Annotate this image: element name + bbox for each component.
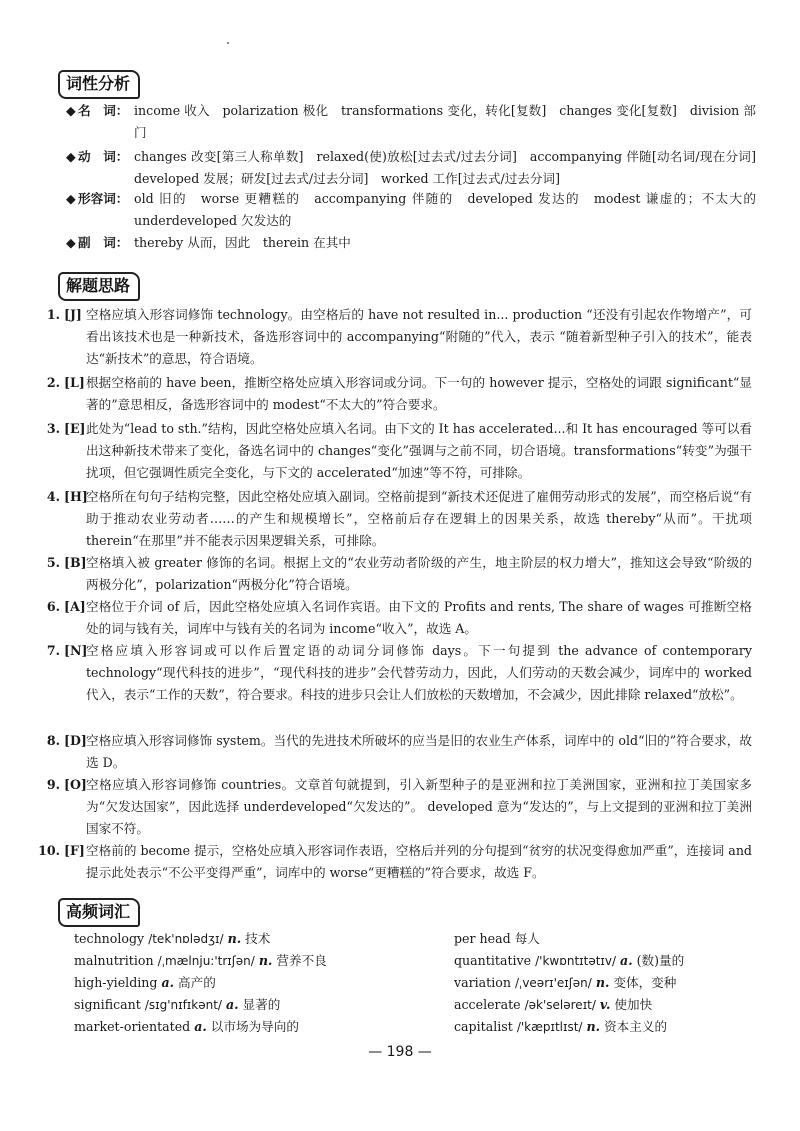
answer-number: 7. [46,643,60,658]
vocab-entry [74,994,280,1016]
answer-item-1 [36,304,752,370]
answer-item-2 [36,372,752,416]
vocab-word: quantitative [454,953,532,968]
vocab-word: variation [454,975,511,990]
answer-item-7 [36,640,752,706]
answer-number: 9. [46,777,60,792]
vocab-entry [74,928,270,950]
answer-item-10 [36,840,752,884]
vocab-entry [74,1016,299,1038]
pos-row-noun [66,100,756,144]
vocab-entry [454,994,652,1016]
answer-number: 3. [46,421,60,436]
answer-item-4 [36,486,752,552]
vocab-meaning: 以市场为导向的 [210,1019,299,1034]
answer-key: [A] [64,599,86,614]
answer-key: [D] [64,733,87,748]
answer-item-8 [36,730,752,774]
answer-key: [B] [64,555,87,570]
answer-number: 5. [46,555,60,570]
vocab-word: technology [74,931,145,946]
vocab-word: malnutrition [74,953,154,968]
vocab-pos: n. [258,953,273,968]
pos-head: 形容词： [78,191,129,206]
answer-number: 2. [46,375,60,390]
vocab-word: per head [454,931,511,946]
vocab-meaning: 使加快 [614,997,653,1012]
section-header-pos-analysis: 词性分析 [58,70,140,99]
vocab-meaning: 技术 [245,931,271,946]
vocab-pos: n. [227,931,242,946]
vocab-phonetic: /ˌmælnju:'trɪʃən/ [157,954,255,968]
vocab-entry [74,950,327,972]
vocab-entry [454,928,540,950]
vocab-meaning: (数)量的 [636,953,685,968]
scan-speck [227,42,229,44]
answer-explanation: 空格应填入形容词修饰 system。当代的先进技术所破坏的应当是旧的农业生产体系，词库中的 old“旧的”符合要求，故选 D。 [86,733,752,770]
diamond-bullet-icon: ◆ [66,191,76,206]
vocab-pos: v. [599,997,611,1012]
page-number: — 198 — [368,1044,432,1060]
diamond-bullet-icon: ◆ [66,103,76,118]
vocab-word: significant [74,997,141,1012]
diamond-bullet-icon: ◆ [66,149,76,164]
answer-explanation: 空格应填入形容词或可以作后置定语的动词分词修饰 days。下一句提到 the advance of contemporary technology“现代科技的进步”，“现代科技的进步”会代替劳动力，因此，人们劳动的天数会减少，词库中的 worked 代入，表示“工作的天数”，符合要求。科技的进步只会让人们放松的天数增加，不会减少，因此排除 relaxed“放松”。 [86,643,752,702]
answer-item-9 [36,774,752,840]
answer-key: [O] [64,777,87,792]
vocab-word: accelerate [454,997,521,1012]
vocab-entry [454,950,684,972]
vocab-pos: a. [161,975,175,990]
answer-explanation: 空格位于介词 of 后，因此空格处应填入名词作宾语。由下文的 Profits and rents, The share of wages 可推断空格处的词与钱有关，词库中与钱有关的名词为 income“收入”，故选 A。 [86,599,752,636]
pos-content: changes 改变[第三人称单数] relaxed(使)放松[过去式/过去分词] accompanying 伴随[动名词/现在分词] developed 发展；研发[过去式/过去分词] worked 工作[过去式/过去分词] [134,149,769,186]
vocab-phonetic: /sɪg'nɪfɪkənt/ [144,998,222,1012]
vocab-pos: a. [194,1019,207,1034]
answer-number: 8. [46,733,60,748]
vocab-meaning: 高产的 [178,975,216,990]
diamond-bullet-icon: ◆ [66,235,76,250]
vocab-word: high-yielding [74,975,158,990]
answer-explanation: 空格所在句句子结构完整，因此空格处应填入副词。空格前提到“新技术还促进了雇佣劳动形式的发展”，而空格后说“有助于推动农业劳动者……的产生和规模增长”，空格前后存在逻辑上的因果关系，故选 thereby“从而”。干扰项 therein“在那里”并不能表示因果逻辑关系，可排除。 [86,489,752,548]
vocab-meaning: 变体，变种 [613,975,677,990]
vocab-meaning: 资本主义的 [604,1019,668,1034]
answer-explanation: 此处为“lead to sth.”结构，因此空格处应填入名词。由下文的 It has accelerated...和 It has encouraged 等可以看出这种新技术带来了变化，备选名词中的 changes“变化”强调与之前不同，切合语境。transformations“转变”为强干扰项，但它强调性质完全变化，与下文的 accelerated“加速”等不符，可排除。 [86,421,752,480]
vocab-phonetic: /ək'seləreɪt/ [524,998,596,1012]
answer-explanation: 空格填入被 greater 修饰的名词。根据上文的“农业劳动者阶级的产生，地主阶层的权力增大”，推知这会导致“阶级的两极分化”，polarization“两极分化”符合语境。 [86,555,752,592]
answer-explanation: 空格应填入形容词修饰 countries。文章首句就提到，引入新型种子的是亚洲和拉丁美洲国家，亚洲和拉丁美国家多为“欠发达国家”，因此选择 underdeveloped“欠发达的”。 developed 意为“发达的”，与上文提到的亚洲和拉丁美洲国家不符。 [86,777,752,836]
vocab-meaning: 每人 [514,931,540,946]
answer-item-6 [36,596,752,640]
vocab-meaning: 显著的 [242,997,281,1012]
answer-item-5 [36,552,752,596]
vocab-phonetic: /ˌveərɪ'eɪʃən/ [514,976,592,990]
pos-head: 副 词： [78,235,129,250]
vocab-entry [454,972,676,994]
pos-row-verb [66,146,769,190]
pos-content: income 收入 polarization 极化 transformations 变化，转化[复数] changes 变化[复数] division 部门 [134,103,756,140]
section-header-solution: 解题思路 [58,272,140,301]
vocab-phonetic: /tek'nɒlədʒɪ/ [148,932,224,946]
answer-number: 10. [38,843,60,858]
answer-explanation: 空格前的 become 提示，空格处应填入形容词作表语，空格后并列的分句提到“贫穷的状况变得愈加严重”，连接词 and 提示此处表示“不公平变得严重”，词库中的 worse“更糟糕的”符合要求，故选 F。 [86,843,752,880]
vocab-pos: a. [225,997,239,1012]
pos-head: 动 词： [78,149,129,164]
answer-key: [N] [64,643,88,658]
vocab-word: capitalist [454,1019,513,1034]
answer-number: 1. [46,307,60,322]
answer-explanation: 空格应填入形容词修饰 technology。由空格后的 have not resulted in... production “还没有引起农作物增产”，可看出该技术也是一种新技术，备选形容词中的 accompanying“附随的”代入，表示 “随着新型种子引入的技术”，能表达“新技术”的意思，符合语境。 [86,307,752,366]
pos-head: 名 词： [78,103,129,118]
vocab-phonetic: /'kwɒntɪtətɪv/ [535,954,617,968]
answer-key: [E] [64,421,86,436]
answer-number: 6. [46,599,60,614]
answer-number: 4. [46,489,60,504]
vocab-entry [454,1016,667,1038]
vocab-pos: n. [586,1019,601,1034]
vocab-pos: a. [620,953,633,968]
answer-key: [L] [64,375,85,390]
answer-explanation: 根据空格前的 have been，推断空格处应填入形容词或分词。下一句的 however 提示，空格处的词跟 significant“显著的”意思相反，备选形容词中的 modest“不太大的”符合要求。 [86,375,752,412]
pos-row-adjective [66,188,769,232]
answer-key: [J] [64,307,82,322]
vocab-meaning: 营养不良 [276,953,327,968]
section-header-vocabulary: 高频词汇 [58,898,140,927]
vocab-phonetic: /'kæpɪtlɪst/ [516,1020,583,1034]
vocab-word: market-orientated [74,1019,191,1034]
answer-item-3 [36,418,752,484]
pos-row-adverb [66,232,756,254]
pos-content: thereby 从而，因此 therein 在其中 [134,235,351,250]
pos-content: old 旧的 worse 更糟糕的 accompanying 伴随的 developed 发达的 modest 谦虚的；不太大的 underdeveloped 欠发达的 [134,191,769,228]
answer-key: [F] [64,843,85,858]
vocab-pos: n. [595,975,610,990]
vocab-entry [74,972,216,994]
answer-key: [H] [64,489,88,504]
